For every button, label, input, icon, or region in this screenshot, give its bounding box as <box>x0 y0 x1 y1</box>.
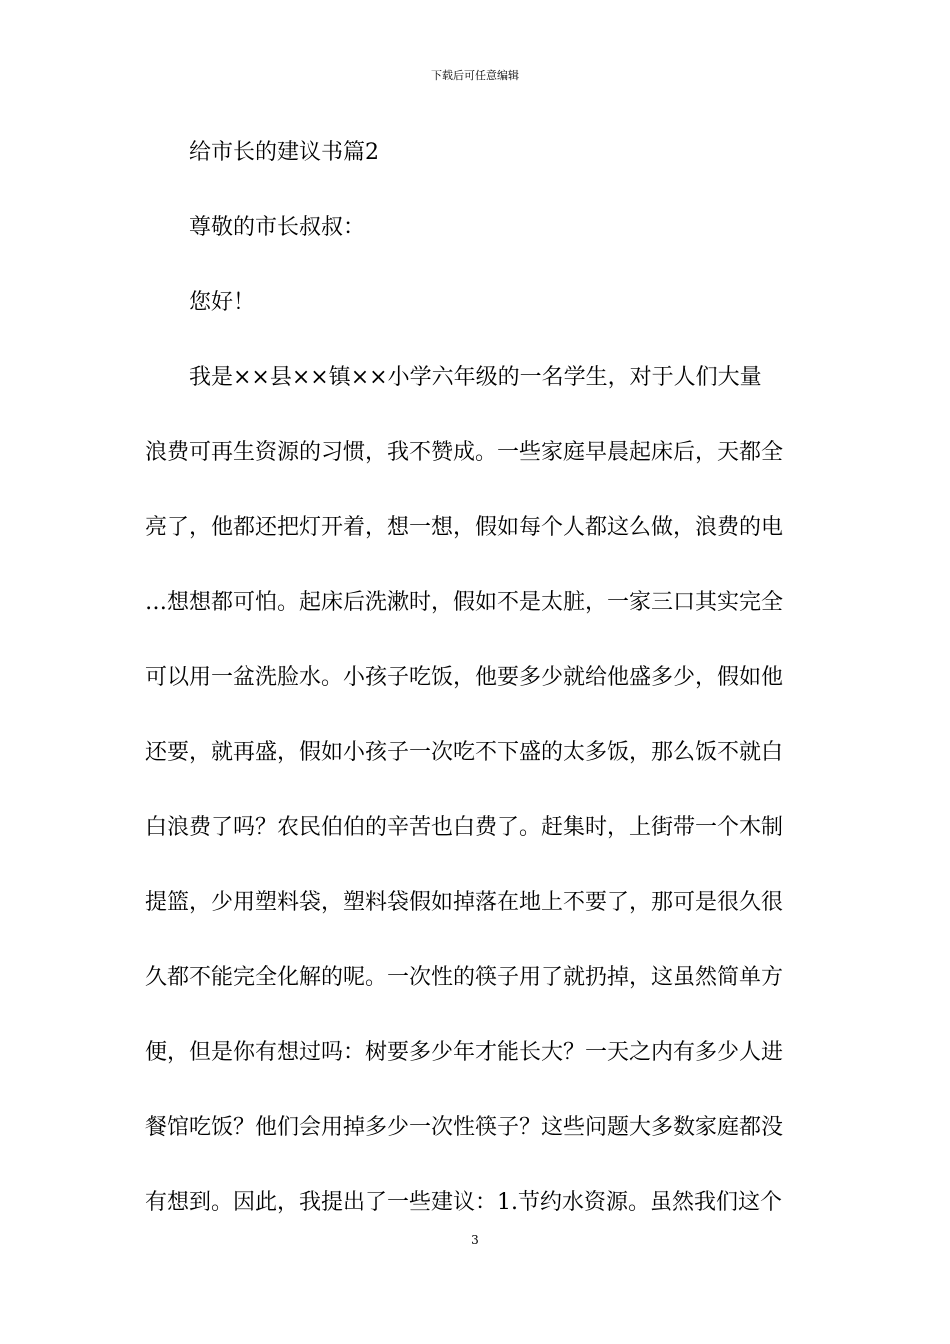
body-line: 便，但是你有想过吗：树要多少年才能长大？一天之内有多少人进 <box>145 1040 784 1065</box>
body-line: …想想都可怕。起床后洗漱时，假如不是太脏，一家三口其实完全 <box>145 590 784 615</box>
body-line: 还要，就再盛，假如小孩子一次吃不下盛的太多饭，那么饭不就白 <box>145 740 784 765</box>
page-header: 下载后可任意编辑 <box>431 69 519 82</box>
body-line: 我是××县××镇××小学六年级的一名学生，对于人们大量 <box>189 365 762 390</box>
body-line: 餐馆吃饭？他们会用掉多少一次性筷子？这些问题大多数家庭都没 <box>145 1115 784 1140</box>
body-line: 亮了，他都还把灯开着，想一想，假如每个人都这么做，浪费的电 <box>145 515 784 540</box>
document-body <box>145 134 809 1259</box>
body-line: 浪费可再生资源的习惯，我不赞成。一些家庭早晨起床后，天都全 <box>145 440 784 465</box>
body-line: 有想到。因此，我提出了一些建议：1.节约水资源。虽然我们这个 <box>145 1190 782 1215</box>
greeting: 您好！ <box>189 290 256 315</box>
salutation: 尊敬的市长叔叔： <box>189 215 366 240</box>
document-title: 给市长的建议书篇2 <box>189 140 379 165</box>
page-number: 3 <box>471 1233 479 1247</box>
body-line: 可以用一盆洗脸水。小孩子吃饭，他要多少就给他盛多少，假如他 <box>145 665 784 690</box>
body-line: 久都不能完全化解的呢。一次性的筷子用了就扔掉，这虽然简单方 <box>145 965 784 990</box>
body-line: 提篮，少用塑料袋，塑料袋假如掉落在地上不要了，那可是很久很 <box>145 890 784 915</box>
body-line: 白浪费了吗？农民伯伯的辛苦也白费了。赶集时，上街带一个木制 <box>145 815 784 840</box>
